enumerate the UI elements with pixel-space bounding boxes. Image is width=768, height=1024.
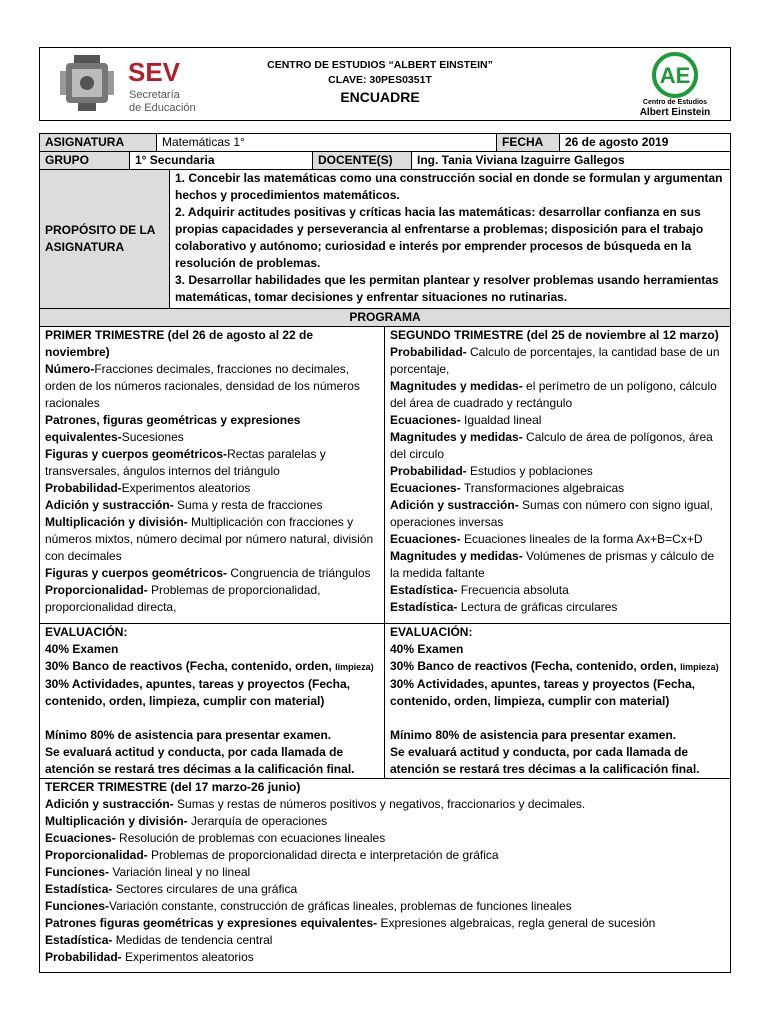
document-header [39, 47, 731, 121]
spacer [45, 710, 379, 727]
trimestre3-title: TERCER TRIMESTRE (del 17 marzo-26 junio) [45, 780, 301, 794]
institution-name: CENTRO DE ESTUDIOS “ALBERT EINSTEIN” [267, 59, 493, 71]
grupo-value: 1° Secundaria [129, 151, 313, 170]
list-item: Multiplicación y división- Jerarquía de operaciones [45, 814, 328, 828]
evaluacion-examen: 40% Examen [45, 642, 119, 656]
header-center [260, 58, 500, 106]
trimestre2-title: SEGUNDO TRIMESTRE (del 25 de noviembre al 12 marzo) [390, 328, 719, 342]
fecha-value: 26 de agosto 2019 [559, 133, 731, 152]
evaluacion-title: EVALUACIÓN: [45, 625, 128, 639]
list-item: Probabilidad-Experimentos aleatorios [45, 481, 251, 495]
ae-monogram: AE [659, 63, 691, 88]
list-item: Magnitudes y medidas- Calculo de área de polígonos, área del circulo [390, 430, 713, 461]
asignatura-label: ASIGNATURA [39, 133, 157, 152]
list-item: Estadística- Medidas de tendencia central [45, 933, 273, 947]
trimestre2-cell [384, 326, 731, 624]
evaluacion-right [384, 623, 731, 779]
list-item: Estadística- Frecuencia absoluta [390, 583, 569, 597]
document-title: ENCUADRE [340, 89, 420, 105]
docente-value: Ing. Tania Viviana Izaguirre Gallegos [411, 151, 731, 170]
sev-line-1: Secretaría [129, 89, 180, 101]
evaluacion-actividades: 30% Actividades, apuntes, tareas y proyectos (Fecha, contenido, orden, limpieza, cumplir con material) [45, 677, 351, 708]
list-item: Magnitudes y medidas- el perímetro de un polígono, cálculo del área de cuadrado y rectángulo [390, 379, 717, 410]
spacer [390, 710, 725, 727]
list-item: Figuras y cuerpos geométricos-Rectas paralelas y transversales, ángulos internos del triángulo [45, 447, 326, 478]
trimestre1-title: PRIMER TRIMESTRE (del 26 de agosto al 22 de noviembre) [45, 328, 314, 359]
docente-label: DOCENTE(S) [312, 151, 412, 170]
list-item: Adición y sustracción- Suma y resta de fracciones [45, 498, 323, 512]
list-item: Adición y sustracción- Sumas con número con signo igual, operaciones inversas [390, 498, 713, 529]
proposito-item-3: 3. Desarrollar habilidades que les permitan plantear y resolver problemas usando herramientas matemáticas, tomar decisiones y enfrentar situaciones no rutinarias. [175, 273, 719, 304]
list-item: Probabilidad- Experimentos aleatorios [45, 950, 254, 964]
trimestre1-cell [39, 326, 385, 624]
evaluacion-banco: 30% Banco de reactivos (Fecha, contenido, orden, limpieza) [390, 659, 719, 673]
list-item: Adición y sustracción- Sumas y restas de números positivos y negativos, fraccionarios y decimales. [45, 797, 586, 811]
evaluacion-actitud: Se evaluará actitud y conducta, por cada llamada de atención se restará tres décimas a la calificación final. [390, 745, 700, 776]
list-item: Ecuaciones- Igualdad lineal [390, 413, 542, 427]
ae-caption-1: Centro de Estudios [642, 99, 708, 106]
evaluacion-title: EVALUACIÓN: [390, 625, 473, 639]
list-item: Probabilidad- Estudios y poblaciones [390, 464, 593, 478]
list-item: Funciones-Variación constante, construcción de gráficas lineales, problemas de funciones lineales [45, 899, 572, 913]
list-item: Estadística- Sectores circulares de una gráfica [45, 882, 298, 896]
evaluacion-asistencia: Mínimo 80% de asistencia para presentar examen. [45, 728, 332, 742]
proposito-item-2: 2. Adquirir actitudes positivas y críticas hacia las matemáticas: desarrollar confianza en sus propias capacidades y perseverancia al enfrentarse a problemas; disposición para el trabajo colaborativo y autónomo; curiosidad e interés por emprender procesos de búsqueda en la resolución de problemas. [175, 205, 704, 270]
sev-logo [56, 53, 216, 115]
proposito-item-1: 1. Concebir las matemáticas como una construcción social en donde se formulan y argumentan hechos y procedimientos matemáticos. [175, 171, 723, 202]
list-item: Probabilidad- Calculo de porcentajes, la cantidad base de un porcentaje, [390, 345, 720, 376]
list-item: Ecuaciones- Transformaciones algebraicas [390, 481, 625, 495]
list-item: Magnitudes y medidas- Volúmenes de prismas y cálculo de la medida faltante [390, 549, 715, 580]
list-item: Patrones, figuras geométricas y expresiones equivalentes-Sucesiones [45, 413, 301, 444]
list-item: Estadística- Lectura de gráficas circulares [390, 600, 618, 614]
grupo-label: GRUPO [39, 151, 130, 170]
evaluacion-actitud: Se evaluará actitud y conducta, por cada llamada de atención se restará tres décimas a la calificación final. [45, 745, 355, 776]
ae-logo [625, 51, 725, 117]
ae-caption-2: Albert Einstein [639, 107, 711, 118]
sev-line-2: de Educación [129, 102, 196, 114]
list-item: Ecuaciones- Ecuaciones lineales de la forma Ax+B=Cx+D [390, 532, 703, 546]
evaluacion-examen: 40% Examen [390, 642, 464, 656]
list-item: Ecuaciones- Resolución de problemas con ecuaciones lineales [45, 831, 386, 845]
proposito-label-text: PROPÓSITO DE LA ASIGNATURA [45, 223, 156, 254]
list-item: Número-Fracciones decimales, fracciones no decimales, orden de los números racionales, densidad de los números racionales [45, 362, 360, 410]
fecha-label: FECHA [496, 133, 560, 152]
proposito-content [169, 169, 731, 309]
list-item: Funciones- Variación lineal y no lineal [45, 865, 251, 879]
clave: CLAVE: 30PES0351T [328, 74, 432, 86]
ae-logo-icon [625, 51, 725, 99]
list-item: Patrones figuras geométricas y expresiones equivalentes- Expresiones algebraicas, regla general de sucesión [45, 916, 656, 930]
list-item: Figuras y cuerpos geométricos- Congruencia de triángulos [45, 566, 371, 580]
sev-abbr: SEV [128, 57, 181, 87]
list-item: Proporcionalidad- Problemas de proporcionalidad, proporcionalidad directa, [45, 583, 321, 614]
evaluacion-banco: 30% Banco de reactivos (Fecha, contenido, orden, limpieza) [45, 659, 374, 673]
sev-shield-icon [56, 53, 118, 115]
programa-header: PROGRAMA [39, 308, 731, 327]
trimestre3-cell [39, 778, 731, 973]
evaluacion-asistencia: Mínimo 80% de asistencia para presentar examen. [390, 728, 677, 742]
evaluacion-left [39, 623, 385, 779]
proposito-label [39, 169, 170, 309]
list-item: Proporcionalidad- Problemas de proporcionalidad directa e interpretación de gráfica [45, 848, 499, 862]
evaluacion-actividades: 30% Actividades, apuntes, tareas y proyectos (Fecha, contenido, orden, limpieza, cumplir con material) [390, 677, 696, 708]
asignatura-value: Matemáticas 1° [156, 133, 497, 152]
list-item: Multiplicación y división- Multiplicación con fracciones y números mixtos, número decimal por número natural, división con decimales [45, 515, 374, 563]
